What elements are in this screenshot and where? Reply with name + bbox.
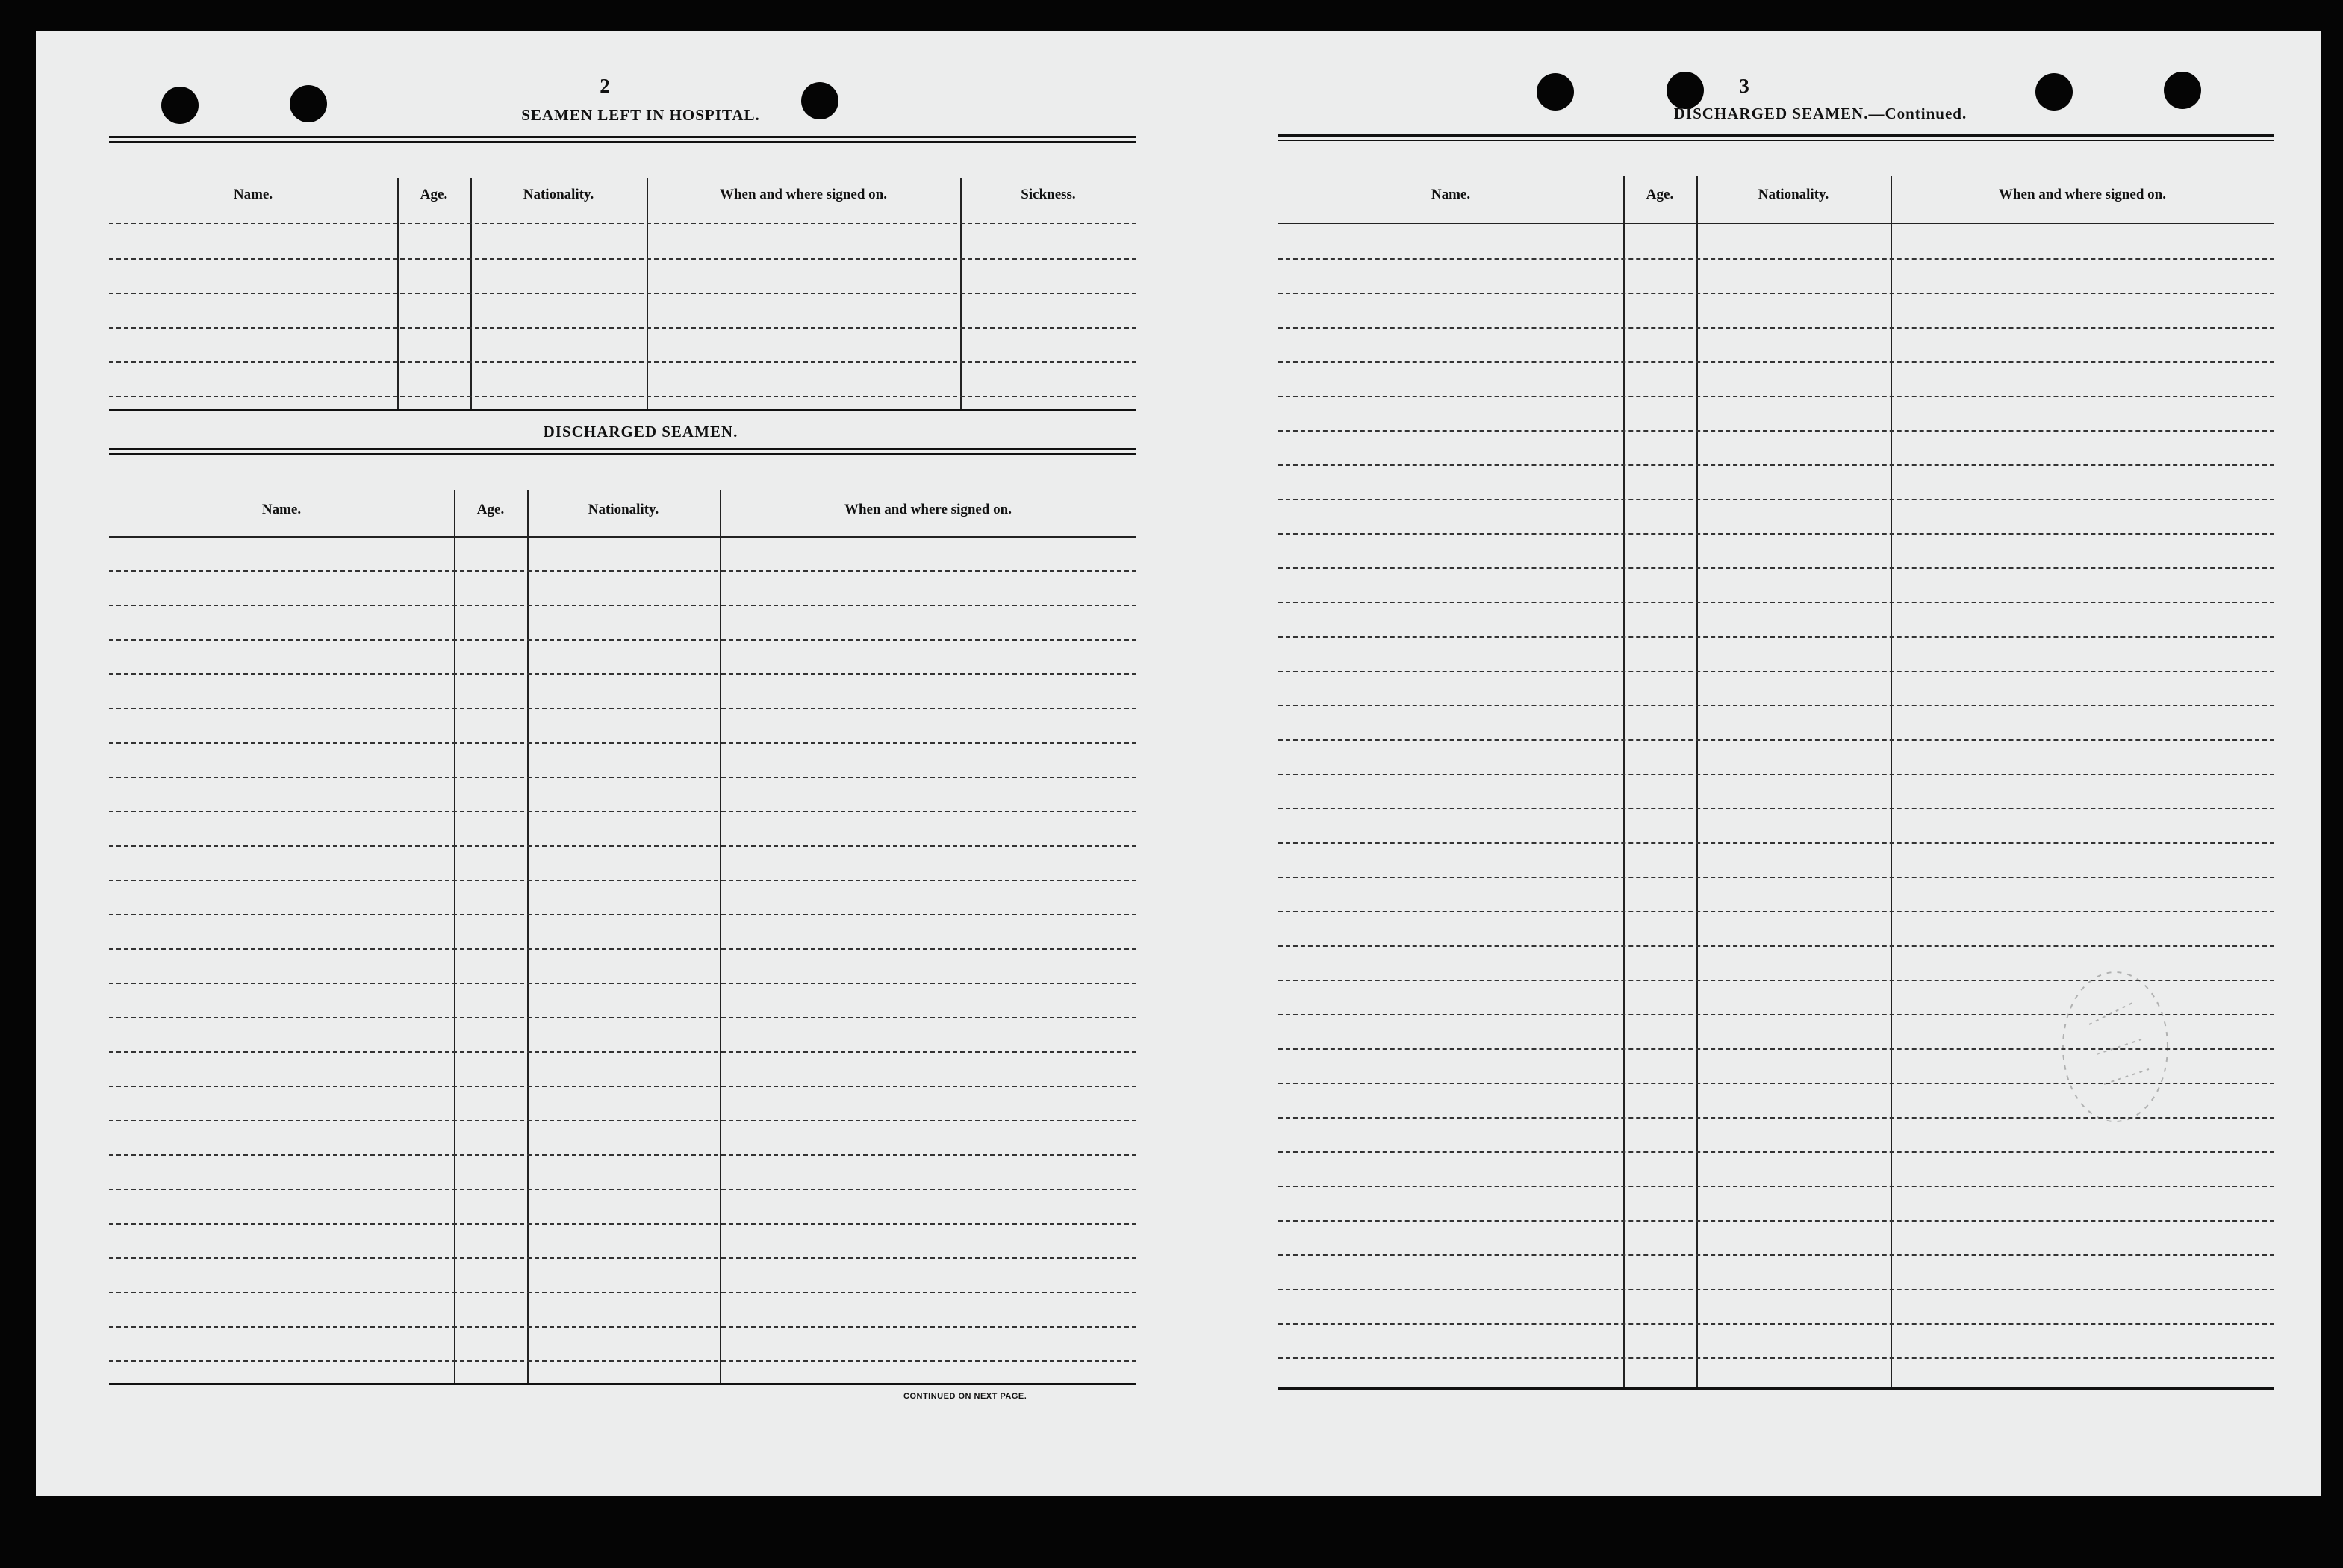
column-divider xyxy=(647,178,648,411)
table-top-rule xyxy=(109,448,1136,455)
row-rule xyxy=(1278,1220,2274,1222)
row-rule xyxy=(109,327,1136,329)
row-rule xyxy=(109,983,1136,984)
row-rule xyxy=(109,845,1136,847)
row-rule xyxy=(1278,499,2274,500)
row-rule xyxy=(1278,327,2274,329)
row-rule xyxy=(1278,911,2274,912)
column-divider xyxy=(1623,176,1625,1387)
row-rule xyxy=(1278,1254,2274,1256)
row-rule xyxy=(109,948,1136,950)
punch-hole xyxy=(290,85,327,122)
col-header-signed-on: When and where signed on. xyxy=(844,502,1012,517)
header-underline xyxy=(109,536,1136,538)
row-rule xyxy=(109,1189,1136,1190)
column-divider xyxy=(960,178,962,411)
column-divider xyxy=(470,178,472,411)
row-rule xyxy=(109,293,1136,294)
row-rule xyxy=(109,914,1136,915)
stamp-mark xyxy=(2044,957,2186,1151)
row-rule xyxy=(1278,1186,2274,1187)
row-rule xyxy=(1278,361,2274,363)
hospital-table xyxy=(109,136,1136,411)
column-divider xyxy=(1696,176,1698,1387)
col-header-signed-on: When and where signed on. xyxy=(1998,187,2166,202)
manifest-sheet xyxy=(36,31,2321,1496)
col-header-signed-on: When and where signed on. xyxy=(719,187,887,202)
table-top-rule xyxy=(1278,134,2274,141)
row-rule xyxy=(109,777,1136,778)
col-header-nationality: Nationality. xyxy=(588,502,659,517)
discharged-section-title: DISCHARGED SEAMEN. xyxy=(543,423,738,441)
column-divider xyxy=(527,490,529,1383)
page-number: 3 xyxy=(1739,75,1749,97)
left-page xyxy=(36,31,1178,1496)
column-divider xyxy=(1891,176,1892,1387)
table-top-rule xyxy=(109,136,1136,143)
row-rule xyxy=(1278,774,2274,775)
row-rule xyxy=(109,673,1136,675)
row-rule xyxy=(1278,1323,2274,1325)
col-header-age: Age. xyxy=(420,187,448,202)
column-divider xyxy=(720,490,721,1383)
row-rule xyxy=(109,742,1136,744)
col-header-name: Name. xyxy=(233,187,273,202)
row-rule xyxy=(109,1120,1136,1121)
column-divider xyxy=(454,490,455,1383)
row-rule xyxy=(109,396,1136,397)
col-header-name: Name. xyxy=(1431,187,1471,202)
discharged-continued-title: DISCHARGED SEAMEN.—Continued. xyxy=(1673,105,1967,122)
col-header-nationality: Nationality. xyxy=(523,187,594,202)
row-rule xyxy=(1278,636,2274,638)
row-rule xyxy=(109,1086,1136,1087)
row-rule xyxy=(109,1292,1136,1293)
row-rule xyxy=(1278,258,2274,260)
column-divider xyxy=(397,178,399,411)
col-header-nationality: Nationality. xyxy=(1758,187,1829,202)
row-rule xyxy=(1278,1357,2274,1359)
row-rule xyxy=(109,880,1136,881)
row-rule xyxy=(1278,1289,2274,1290)
punch-hole xyxy=(1667,72,1704,109)
row-rule xyxy=(109,258,1136,260)
row-rule xyxy=(109,639,1136,641)
hospital-section-title: SEAMEN LEFT IN HOSPITAL. xyxy=(521,106,760,124)
row-rule xyxy=(1278,567,2274,569)
punch-hole xyxy=(161,87,199,124)
header-underline xyxy=(1278,223,2274,224)
page-number: 2 xyxy=(600,75,610,97)
row-rule xyxy=(109,1360,1136,1362)
row-rule xyxy=(109,811,1136,812)
row-rule xyxy=(1278,808,2274,809)
row-rule xyxy=(1278,293,2274,294)
row-rule xyxy=(1278,671,2274,672)
col-header-name: Name. xyxy=(261,502,302,517)
row-rule xyxy=(1278,533,2274,535)
table-bottom-rule xyxy=(1278,1387,2274,1390)
row-rule xyxy=(1278,464,2274,466)
col-header-sickness: Sickness. xyxy=(1021,187,1076,202)
row-rule xyxy=(1278,945,2274,947)
row-rule xyxy=(109,223,1136,224)
row-rule xyxy=(109,1051,1136,1053)
row-rule xyxy=(109,1257,1136,1259)
row-rule xyxy=(109,1017,1136,1018)
row-rule xyxy=(1278,430,2274,432)
row-rule xyxy=(1278,842,2274,844)
row-rule xyxy=(1278,739,2274,741)
table-bottom-rule xyxy=(109,409,1136,411)
discharged-table xyxy=(109,448,1136,1390)
row-rule xyxy=(109,570,1136,572)
row-rule xyxy=(109,708,1136,709)
row-rule xyxy=(1278,705,2274,706)
punch-hole xyxy=(2164,72,2201,109)
row-rule xyxy=(1278,877,2274,878)
right-page xyxy=(1178,31,2321,1496)
table-bottom-rule xyxy=(109,1383,1136,1385)
col-header-age: Age. xyxy=(476,502,505,517)
row-rule xyxy=(1278,396,2274,397)
row-rule xyxy=(109,1154,1136,1156)
continued-note: CONTINUED ON NEXT PAGE. xyxy=(903,1392,1027,1401)
row-rule xyxy=(109,1223,1136,1225)
row-rule xyxy=(1278,602,2274,603)
col-header-age: Age. xyxy=(1646,187,1674,202)
discharged-continued-table xyxy=(1278,134,2274,1390)
row-rule xyxy=(109,1326,1136,1328)
row-rule xyxy=(109,361,1136,363)
row-rule xyxy=(109,605,1136,606)
row-rule xyxy=(1278,1151,2274,1153)
